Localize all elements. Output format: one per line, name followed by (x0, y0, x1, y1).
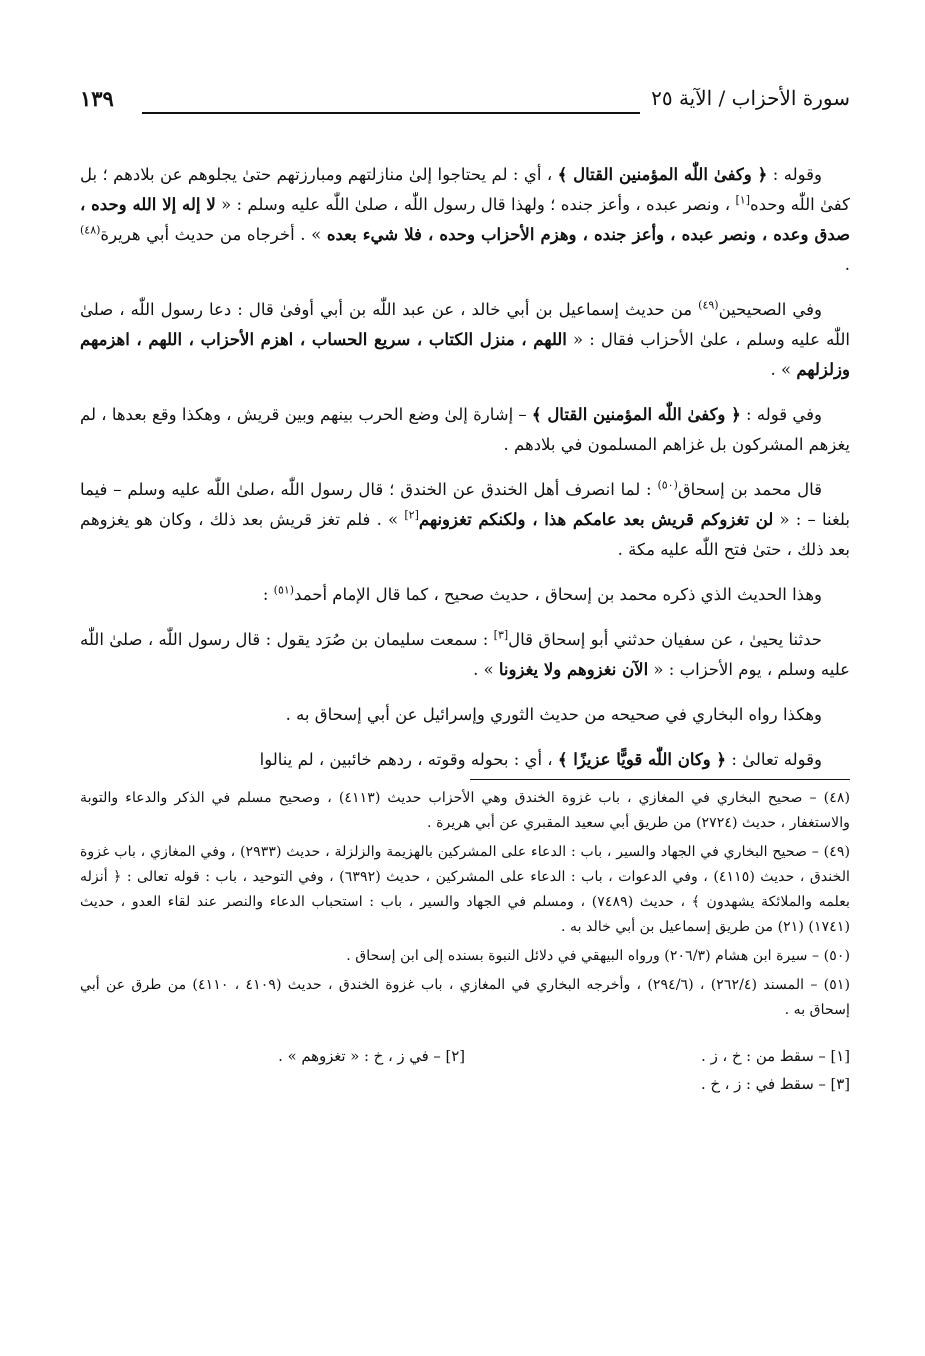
page-number: ١٣٩ (80, 86, 114, 111)
variant-note: [٢] – في ز ، خ : « تغزوهم » . (278, 1048, 465, 1065)
variant-notes (80, 1043, 850, 1099)
hadith-text: اللهم ، منزل الكتاب ، سريع الحساب ، اهزم الأحزاب ، اللهم ، اهزمهم وزلزلهم (80, 330, 850, 379)
footnote-separator (470, 779, 850, 780)
variant-row (80, 1071, 850, 1099)
variant-ref: [٣] (493, 628, 509, 642)
variant-ref: [١] (735, 193, 750, 207)
quran-quote: ﴿ وكان اللّٰه قويًّا عزيزًا ﴾ (557, 750, 727, 769)
variant-row (80, 1043, 850, 1071)
paragraph: وقوله تعالىٰ : ﴿ وكان اللّٰه قويًّا عزيزًا ﴾ ، أي : بحوله وقوته ، ردهم خائبين ، لم ينالوا (259, 750, 822, 769)
paragraph: وقوله : ﴿ وكفىٰ اللّٰه المؤمنين القتال ﴾ ، أي : لم يحتاجوا إلىٰ منازلتهم ومبارزتهم حتىٰ يجلوهم عن بلادهم ؛ بل كفىٰ اللّٰه وحده[١] ، ونصر عبده ، وأعز جنده ؛ ولهذا قال رسول اللّٰه ، صلىٰ اللّٰه عليه وسلم : « لا إله إلا الله وحده ، صدق وعده ، ونصر عبده ، وأعز جنده ، وهزم الأحزاب وحده ، فلا شيء بعده » . أخرجاه من حديث أبي هريرة$^{(٤٨)}$ . (80, 165, 850, 274)
footnote-ref: (٤٨) (80, 223, 101, 237)
paragraph: وهكذا رواه البخاري في صحيحه من حديث الثوري وإسرائيل عن أبي إسحاق به . (285, 705, 822, 724)
quran-quote: ﴿ وكفىٰ اللّٰه المؤمنين القتال ﴾ (531, 405, 741, 424)
footnote: (٤٩) – صحيح البخاري في الجهاد والسير ، باب : الدعاء على المشركين بالهزيمة والزلزلة ، حديث (٢٩٣٣) ، وفي المغازي ، باب غزوة الخندق ، حديث (٤١١٥) ، وفي الدعوات ، باب : الدعاء على المشركين ، حديث (٦٣٩٢) ، وفي التوحيد ، باب : قوله تعالى : ﴿ أنزله بعلمه والملائكة يشهدون ﴾ ، حديث (٧٤٨٩) ، ومسلم في الجهاد والسير ، باب : استحباب الدعاء والنصر عند لقاء العدو ، حديث (١٧٤١) (٢١) من طريق إسماعيل بن أبي خالد به . (80, 844, 851, 935)
footnote: (٤٨) – صحيح البخاري في المغازي ، باب غزوة الخندق وهي الأحزاب حديث (٤١١٣) ، وصحيح مسلم في الذكر والدعاء والتوبة والاستغفار ، حديث (٢٧٢٤) من طريق أبي سعيد المقبري عن أبي هريرة . (80, 790, 851, 831)
variant-ref: [٢] (404, 508, 419, 522)
variant-note: [١] – سقط من : خ ، ز . (701, 1048, 850, 1065)
paragraph: وهذا الحديث الذي ذكره محمد بن إسحاق ، حديث صحيح ، كما قال الإمام أحمد$^{(٥١)}$ : (262, 583, 822, 604)
footnote-ref: (٥١) (273, 583, 295, 597)
quran-quote: ﴿ وكفىٰ اللّٰه المؤمنين القتال ﴾ (557, 165, 768, 184)
document-page (80, 82, 850, 1099)
footnote: (٥٠) – سيرة ابن هشام (٢٠٦/٣) ورواه البيهقي في دلائل النبوة بسنده إلى ابن إسحاق . (346, 948, 850, 964)
paragraph: قال محمد بن إسحاق$^{(٥٠)}$ : لما انصرف أهل الخندق عن الخندق ؛ قال رسول اللّٰه ،صلىٰ اللّٰه عليه وسلم – فيما بلغنا – : « لن تغزوكم قريش بعد عامكم هذا ، ولكنكم تغزونهم[٢] » . فلم تغز قريش بعد ذلك ، وكان هو يغزوهم بعد ذلك ، حتىٰ فتح اللّٰه عليه مكة . (80, 478, 850, 559)
hadith-text: لن تغزوكم قريش بعد عامكم هذا ، ولكنكم تغزونهم (418, 510, 774, 529)
footnotes (80, 786, 850, 1023)
running-title: سورة الأحزاب / الآية ٢٥ (651, 86, 850, 110)
paragraph: وفي الصحيحين$^{(٤٩)}$ من حديث إسماعيل بن أبي خالد ، عن عبد اللّٰه بن أبي أوفىٰ قال : دعا رسول اللّٰه ، صلىٰ اللّٰه عليه وسلم ، علىٰ الأحزاب فقال : « اللهم ، منزل الكتاب ، سريع الحساب ، اهزم الأحزاب ، اللهم ، اهزمهم وزلزلهم » . (80, 298, 851, 379)
variant-note: [٣] – سقط في : ز ، خ . (700, 1076, 850, 1093)
header-rule (142, 112, 640, 114)
paragraph: حدثنا يحيىٰ ، عن سفيان حدثني أبو إسحاق قال[٣] : سمعت سليمان بن صُرَد يقول : قال رسول اللّٰه ، صلىٰ اللّٰه عليه وسلم ، يوم الأحزاب : « الآن نغزوهم ولا يغزونا » . (80, 628, 850, 679)
paragraph: وفي قوله : ﴿ وكفىٰ اللّٰه المؤمنين القتال ﴾ – إشارة إلىٰ وضع الحرب بينهم وبين قريش ، وهكذا وقع بعدها ، لم يغزهم المشركون بل غزاهم المسلمون في بلادهم . (80, 405, 850, 454)
footnote-ref: (٥٠) (657, 478, 678, 492)
running-header (80, 82, 850, 120)
footnote-ref: (٤٩) (698, 298, 719, 312)
main-text (80, 160, 850, 775)
hadith-text: الآن نغزوهم ولا يغزونا (498, 660, 649, 679)
footnote: (٥١) – المسند (٢٦٢/٤) ، (٢٩٤/٦) ، وأخرجه البخاري في المغازي ، باب غزوة الخندق ، حديث (٤١٠٩ ، ٤١١٠) من طرق عن أبي إسحاق به . (80, 977, 850, 1018)
hadith-text: لا إله إلا الله وحده ، صدق وعده ، ونصر عبده ، وأعز جنده ، وهزم الأحزاب وحده ، فلا شيء بعده (80, 195, 850, 244)
